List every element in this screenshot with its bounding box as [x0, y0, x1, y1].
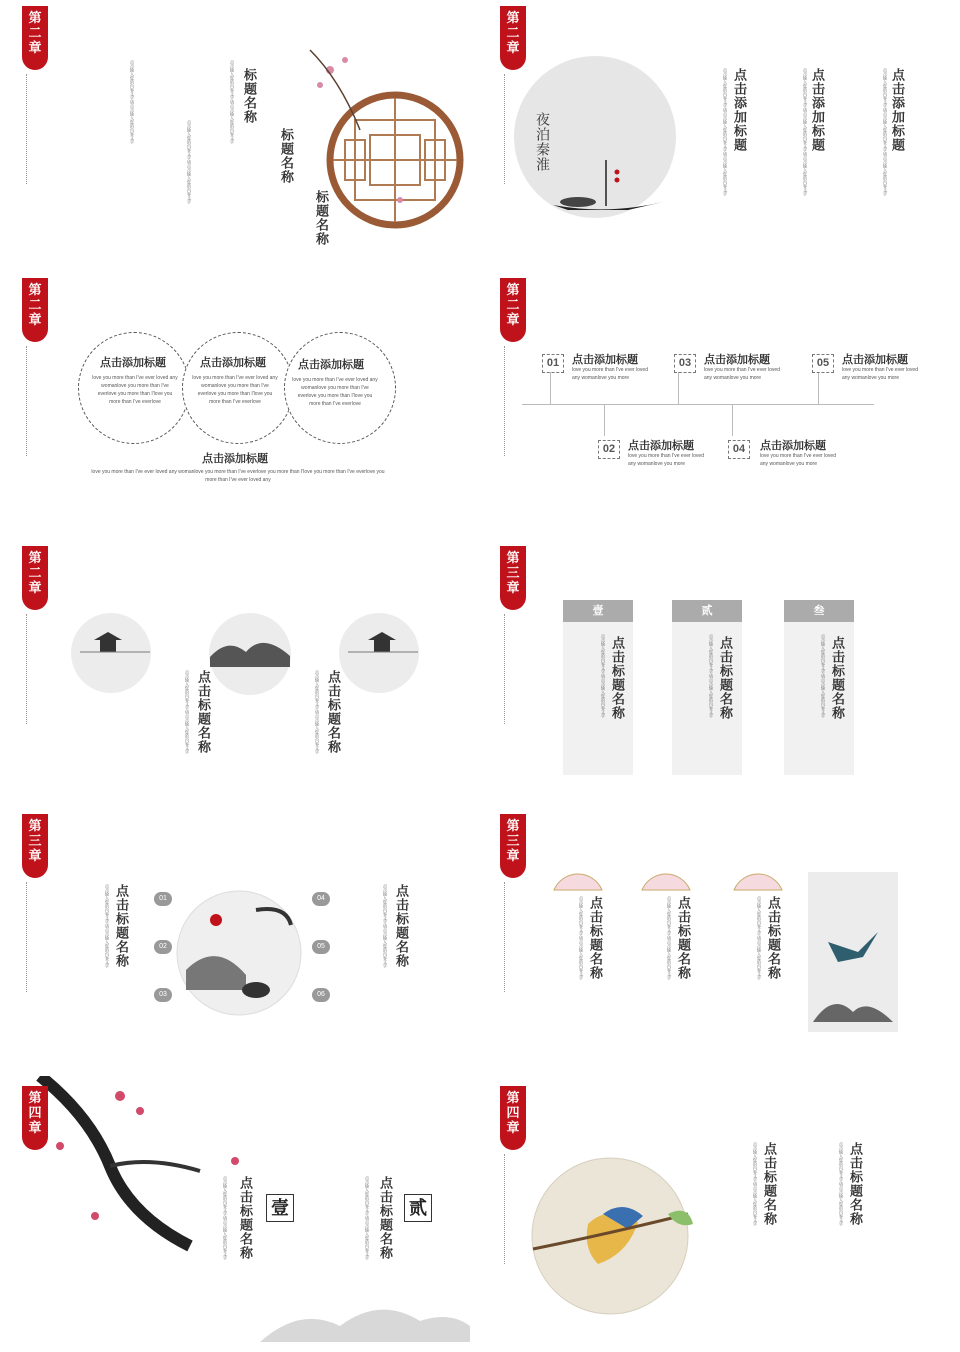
section-char: 贰	[404, 1194, 432, 1222]
body-text: 点击输入您的内容文字请点击输入您的内容文字请点击输入您的内容文字	[803, 68, 808, 196]
step-title: 点击添加标题	[572, 354, 638, 366]
chapter-tab: 第 四 章	[500, 1086, 526, 1150]
title-1: 点击标题名称	[114, 884, 129, 968]
fan-icon	[552, 862, 604, 892]
divider	[504, 1154, 506, 1264]
timeline-line	[522, 404, 874, 405]
body-text: 点击输入您的内容文字请点击输入您的内容文字	[839, 1142, 844, 1226]
title-2: 点击标题名称	[394, 884, 409, 968]
title-1: 点击添加标题	[732, 68, 747, 152]
step-title: 点击添加标题	[842, 354, 908, 366]
divider	[26, 346, 28, 456]
circle-body: love you more than I've ever loved any womanlove you more than I've everlove you more than I'love you more than I've everlove	[292, 377, 378, 407]
section-char: 壹	[266, 1194, 294, 1222]
fan-icon	[640, 862, 692, 892]
body-text: 点击输入您的内容文字请点击输入您的内容文字	[365, 1176, 370, 1260]
card-header: 贰	[672, 600, 742, 622]
divider	[26, 614, 28, 724]
title-1: 点击标题名称	[588, 896, 603, 980]
pavilion-circle-image	[338, 612, 420, 694]
step-desc: love you more than I've ever loved any womanlove you more	[628, 453, 704, 467]
step-desc: love you more than I've ever loved any womanlove you more	[842, 367, 918, 381]
chapter-tab: 第 二 章	[500, 6, 526, 70]
card-title: 点击标题名称	[610, 636, 625, 720]
timeline-tick	[818, 372, 819, 404]
number-pill: 04	[312, 892, 330, 906]
title-2: 点击标题名称	[848, 1142, 863, 1226]
chapter-tab: 第 三 章	[22, 814, 48, 878]
title-3: 点击标题名称	[766, 896, 781, 980]
kingfisher-circle-image	[528, 1154, 698, 1324]
body-text: 点击输入您的内容文字请点击输入您的内容文字	[230, 60, 235, 144]
card-title: 点击标题名称	[830, 636, 845, 720]
body-text: 点击输入您的内容文字请点击输入您的内容文字	[757, 896, 762, 980]
chapter-tab: 第 三 章	[500, 546, 526, 610]
title-2: 标题名称	[279, 128, 294, 184]
bottom-title: 点击添加标题	[202, 453, 268, 465]
slide-7[interactable]	[0, 808, 470, 1066]
title-2: 点击标题名称	[378, 1176, 393, 1260]
timeline-tick	[732, 404, 733, 436]
divider	[26, 74, 28, 184]
title-3: 点击添加标题	[890, 68, 905, 152]
body-text: 点击输入您的内容文字请点击输入您的内容文字	[667, 896, 672, 980]
step-desc: love you more than I've ever loved any womanlove you more	[704, 367, 780, 381]
timeline-tick	[678, 372, 679, 404]
chapter-tab: 第 二 章	[22, 6, 48, 70]
circle-body: love you more than I've ever loved any womanlove you more than I've everlove you more than I'love you more than I've everlove	[192, 375, 278, 405]
body-text: 点击输入您的内容文字请点击输入您的内容文字请点击输入您的内容文字	[723, 68, 728, 196]
chapter-tab: 第 二 章	[500, 278, 526, 342]
card-body: 点击输入您的内容文字请点击输入您的内容文字	[821, 634, 826, 718]
boat-icon	[548, 150, 668, 220]
slide-2[interactable]	[478, 0, 948, 258]
number-pill: 02	[154, 940, 172, 954]
slide-6[interactable]	[478, 540, 948, 798]
card-body: 点击输入您的内容文字请点击输入您的内容文字	[601, 634, 606, 718]
step-number: 01	[542, 354, 564, 373]
bottom-body: love you more than I've ever loved any womanlove you more than I've everlove you more than I'love you more than I've everlove you more than I've ever loved any	[91, 469, 385, 483]
pavilion-circle-image	[70, 612, 152, 694]
circle-title: 点击添加标题	[298, 359, 364, 371]
step-number: 05	[812, 354, 834, 373]
slide-10[interactable]	[478, 1076, 948, 1346]
step-number: 03	[674, 354, 696, 373]
body-text: 点击输入您的内容文字请点击输入您的内容文字	[130, 60, 135, 144]
circle-title: 点击添加标题	[200, 357, 266, 369]
step-title: 点击添加标题	[628, 440, 694, 452]
chapter-tab: 第 二 章	[22, 546, 48, 610]
body-text: 点击输入您的内容文字请点击输入您的内容文字	[223, 1176, 228, 1260]
title-2: 点击标题名称	[676, 896, 691, 980]
body-text: 点击输入您的内容文字请点击输入您的内容文字	[579, 896, 584, 980]
slide-3[interactable]	[0, 272, 470, 530]
body-text: 点击输入您的内容文字请点击输入您的内容文字	[105, 884, 110, 968]
body-text: 点击输入您的内容文字请点击输入您的内容文字	[187, 120, 192, 204]
ink-painting-circle	[176, 890, 302, 1016]
title-1: 点击标题名称	[762, 1142, 777, 1226]
step-desc: love you more than I've ever loved any womanlove you more	[572, 367, 648, 381]
title-2: 点击添加标题	[810, 68, 825, 152]
step-title: 点击添加标题	[704, 354, 770, 366]
title-1: 点击标题名称	[196, 670, 211, 754]
divider	[504, 882, 506, 992]
slide-9[interactable]	[0, 1076, 470, 1346]
circle-body: love you more than I've ever loved any womanlove you more than I've everlove you more than I'love you more than I've everlove	[92, 375, 178, 405]
step-title: 点击添加标题	[760, 440, 826, 452]
fan-icon	[732, 862, 784, 892]
body-text: 点击输入您的内容文字请点击输入您的内容文字	[185, 670, 190, 754]
chapter-tab: 第 三 章	[500, 814, 526, 878]
divider	[504, 346, 506, 456]
slide-4[interactable]	[478, 272, 948, 530]
divider	[26, 882, 28, 992]
timeline-tick	[550, 372, 551, 404]
timeline-tick	[604, 404, 605, 436]
slide-1[interactable]	[0, 0, 470, 258]
title-2: 点击标题名称	[326, 670, 341, 754]
title-1: 点击标题名称	[238, 1176, 253, 1260]
swallow-painting	[808, 872, 898, 1032]
body-text: 点击输入您的内容文字请点击输入您的内容文字	[383, 884, 388, 968]
slide-5[interactable]	[0, 540, 470, 798]
circle-title: 夜泊秦淮	[535, 112, 551, 172]
mountain-image	[260, 1286, 470, 1342]
number-pill: 01	[154, 892, 172, 906]
card-title: 点击标题名称	[718, 636, 733, 720]
step-number: 04	[728, 440, 750, 459]
body-text: 点击输入您的内容文字请点击输入您的内容文字请点击输入您的内容文字	[883, 68, 888, 196]
divider	[504, 614, 506, 724]
chapter-tab: 第 二 章	[22, 278, 48, 342]
number-pill: 03	[154, 988, 172, 1002]
body-text: 点击输入您的内容文字请点击输入您的内容文字	[753, 1142, 758, 1226]
card-header: 叁	[784, 600, 854, 622]
card-body: 点击输入您的内容文字请点击输入您的内容文字	[709, 634, 714, 718]
step-number: 02	[598, 440, 620, 459]
step-desc: love you more than I've ever loved any womanlove you more	[760, 453, 836, 467]
title-1: 标题名称	[242, 68, 257, 124]
slide-8[interactable]	[478, 808, 948, 1066]
chapter-tab: 第 四 章	[22, 1086, 48, 1150]
number-pill: 06	[312, 988, 330, 1002]
body-text: 点击输入您的内容文字请点击输入您的内容文字	[315, 670, 320, 754]
number-pill: 05	[312, 940, 330, 954]
circle-title: 点击添加标题	[100, 357, 166, 369]
card-header: 壹	[563, 600, 633, 622]
title-3: 标题名称	[314, 190, 329, 246]
divider	[504, 74, 506, 184]
